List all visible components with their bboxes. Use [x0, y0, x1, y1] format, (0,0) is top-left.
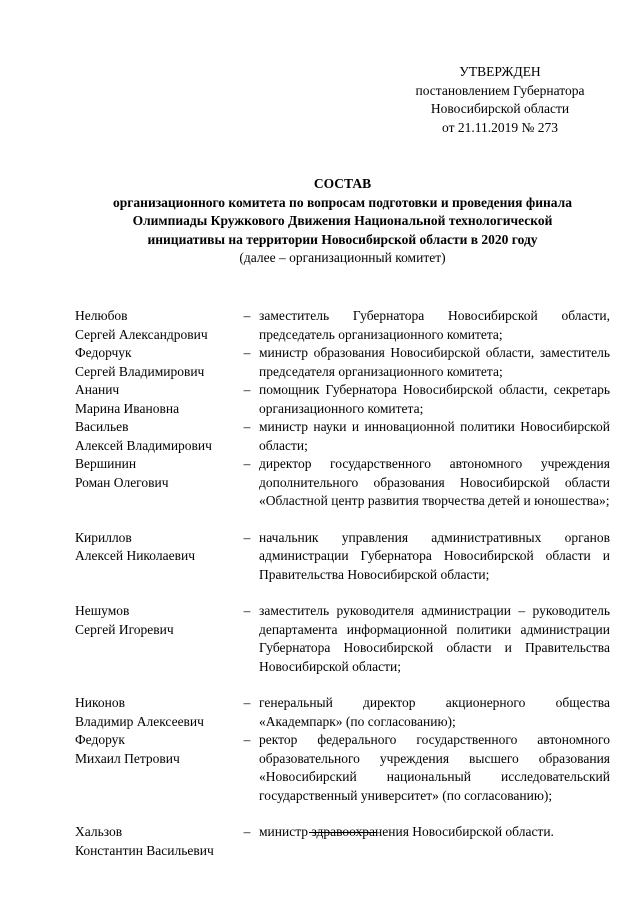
member-surname: Кириллов: [75, 529, 132, 545]
member-role: заместитель руководителя администрации – руководитель департамента информационной политики администрации Губернатора Новосибирской области и Правительства Новосибирской области;: [259, 603, 610, 674]
member-row: [75, 823, 610, 860]
member-dash: –: [243, 732, 251, 747]
member-dash: –: [243, 419, 251, 434]
member-surname: Хальзов: [75, 824, 123, 839]
member-dash: –: [243, 456, 251, 471]
member-role: генеральный директор акционерного общества «Академпарк» (по согласованию);: [259, 695, 610, 729]
member-dash: –: [243, 345, 251, 360]
member-role: помощник Губернатора Новосибирской области, секретарь организационного комитета;: [259, 382, 610, 416]
member-row: [75, 529, 610, 585]
member-row: [75, 455, 610, 511]
approval-line: от 21.11.2019 № 273: [442, 119, 558, 135]
member-row: [75, 694, 610, 731]
member-role: министр здравоохранения Новосибирской области.: [259, 824, 554, 839]
member-given-name: Сергей Владимирович: [75, 363, 205, 379]
document-subtitle-line: инициативы на территории Новосибирской области в 2020 году: [147, 231, 538, 247]
member-name: [75, 307, 235, 344]
member-dash: –: [243, 529, 251, 545]
document-title: СОСТАВ: [313, 176, 372, 191]
member-given-name: Марина Ивановна: [75, 400, 180, 416]
member-name: [75, 344, 235, 381]
member-row: [75, 602, 610, 676]
member-row: [75, 381, 610, 418]
member-surname: Нешумов: [75, 603, 130, 618]
member-role: министр науки и инновационной политики Новосибирской области;: [259, 419, 610, 453]
document-subtitle-line: Олимпиады Кружкового Движения Национальной технологической: [132, 213, 553, 228]
member-dash: –: [243, 603, 251, 618]
member-given-name: Сергей Александрович: [75, 326, 208, 342]
closing-divider: [309, 832, 376, 833]
member-given-name: Сергей Игоревич: [75, 621, 174, 637]
member-name: [75, 731, 235, 805]
member-surname: Нелюбов: [75, 308, 128, 323]
member-row: [75, 344, 610, 381]
member-role: заместитель Губернатора Новосибирской области, председатель организационного комитета;: [259, 308, 610, 342]
member-name: [75, 529, 235, 585]
member-role: ректор федерального государственного автономного образовательного учреждения высшего образования «Новосибирский национальный исследовательский государственный университет» (по согласованию);: [259, 732, 610, 803]
member-role: начальник управления административных органов администрации Губернатора Новосибирской области и Правительства Новосибирской области;: [259, 529, 610, 582]
member-given-name: Алексей Николаевич: [75, 548, 195, 563]
member-name: [75, 694, 235, 731]
member-given-name: Алексей Владимирович: [75, 437, 212, 453]
member-dash: –: [243, 824, 251, 839]
member-given-name: Константин Васильевич: [75, 842, 214, 858]
approval-line: УТВЕРЖДЕН: [459, 64, 541, 79]
member-surname: Васильев: [75, 419, 129, 434]
member-row: [75, 418, 610, 455]
document-heading: [60, 175, 625, 268]
document-subtitle-line: организационного комитета по вопросам подготовки и проведения финала: [113, 194, 572, 210]
member-given-name: Владимир Алексеевич: [75, 713, 204, 729]
member-surname: Ананич: [75, 382, 120, 397]
member-role: директор государственного автономного учреждения дополнительного образования Новосибирской области «Областной центр развития творчества детей и юношества»;: [259, 456, 610, 508]
member-surname: Федорчук: [75, 345, 132, 360]
member-name: [75, 455, 235, 511]
member-given-name: Михаил Петрович: [75, 750, 180, 766]
member-name: [75, 381, 235, 418]
member-surname: Федорук: [75, 732, 125, 747]
member-dash: –: [243, 382, 251, 397]
document-note: (далее – организационный комитет): [239, 250, 446, 265]
approval-stamp: [390, 63, 610, 137]
member-name: [75, 418, 235, 455]
approval-line: Новосибирской области: [430, 101, 570, 116]
member-name: [75, 602, 235, 676]
approval-line: постановлением Губернатора: [415, 82, 585, 98]
committee-members-list: [75, 307, 610, 860]
member-surname: Никонов: [75, 695, 125, 710]
member-surname: Вершинин: [75, 456, 137, 471]
member-dash: –: [243, 308, 251, 323]
member-name: [75, 823, 235, 860]
member-row: [75, 731, 610, 805]
member-role: министр образования Новосибирской области, заместитель председателя организационного комитета;: [259, 345, 610, 379]
member-row: [75, 307, 610, 344]
member-given-name: Роман Олегович: [75, 474, 169, 490]
member-dash: –: [243, 695, 251, 710]
